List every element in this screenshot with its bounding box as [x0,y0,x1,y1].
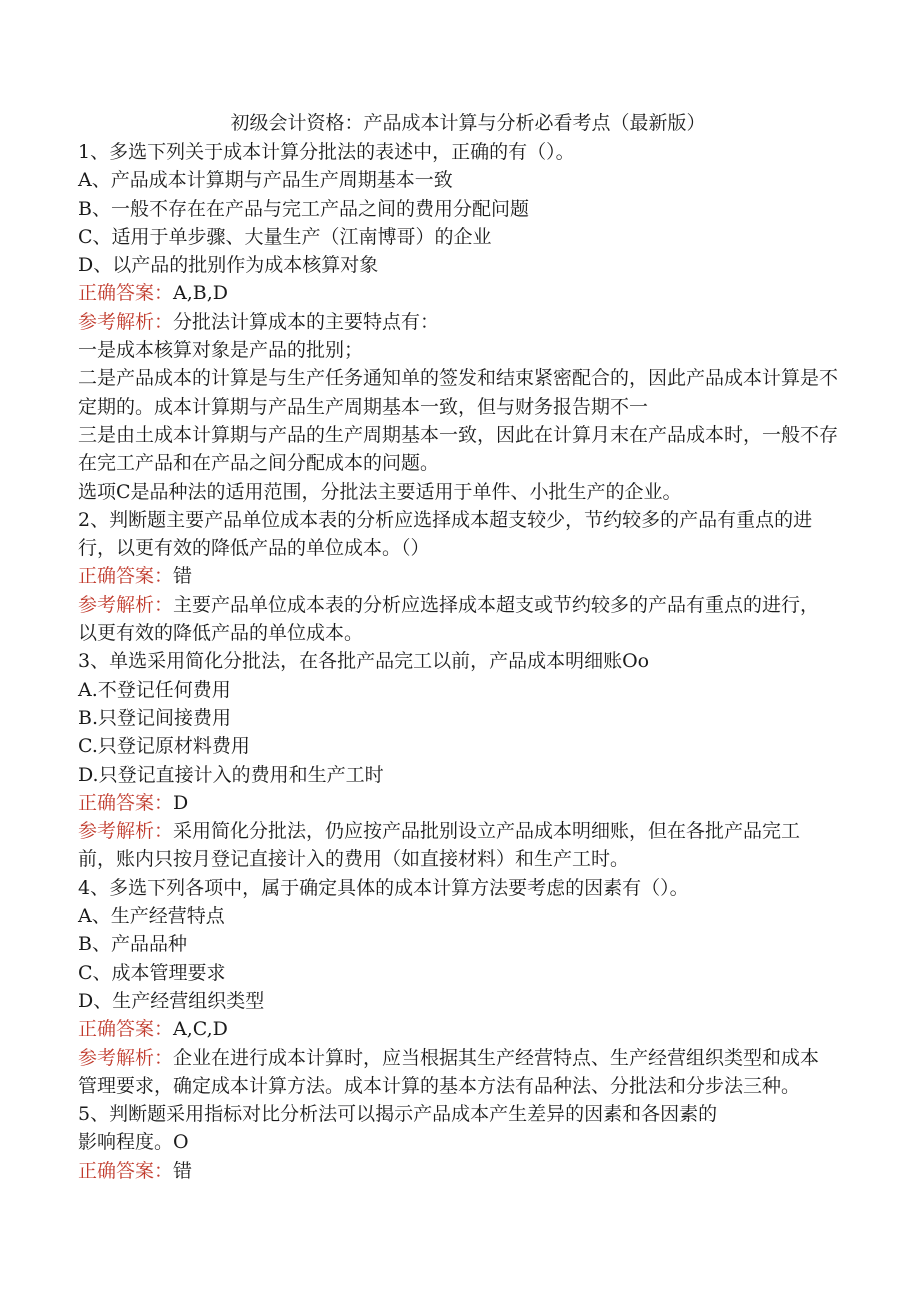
answer-value: 错 [173,565,193,588]
option-d: D、以产品的批别作为成本核算对象 [78,254,379,277]
answer-line [78,279,838,307]
question-4 [78,874,838,1100]
question-3 [78,647,838,873]
analysis-text: 企业在进行成本计算时，应当根据其生产经营特点、生产经营组织类型和成本管理要求，确定成本计算方法。成本计算的基本方法有品种法、分批法和分步法三种。 [78,1046,820,1097]
question-stem: 4、多选下列各项中，属于确定具体的成本计算方法要考虑的因素有（）。 [78,876,689,899]
option-a: A、产品成本计算期与产品生产周期基本一致 [78,169,453,192]
option-d: D、生产经营组织类型 [78,989,265,1012]
option-b: B、一般不存在在产品与完工产品之间的费用分配问题 [78,197,529,220]
answer-line [78,1015,838,1043]
question-stem: 5、判断题采用指标对比分析法可以揭示产品成本产生差异的因素和各因素的 [78,1103,718,1126]
option-c: C、适用于单步骤、大量生产（江南博哥）的企业 [78,225,492,248]
analysis-line [78,308,838,336]
answer-value: 错 [173,1159,193,1182]
question-stem-continued: 影响程度。O [78,1131,189,1154]
answer-value: D [173,791,189,814]
analysis-text: 采用简化分批法，仍应按产品批别设立产品成本明细账，但在各批产品完工前，账内只按月登记直接计入的费用（如直接材料）和生产工时。 [78,820,801,871]
analysis-text: 主要产品单位成本表的分析应选择成本超支或节约较多的产品有重点的进行，以更有效的降低产品的单位成本。 [78,593,820,645]
question-stem: 2、判断题主要产品单位成本表的分析应选择成本超支较少，节约较多的产品有重点的进行，以更有效的降低产品的单位成本。（） [78,508,813,560]
analysis-point: 三是由土成本计算期与产品的生产周期基本一致，因此在计算月末在产品成本时，一般不存在完工产品和在产品之间分配成本的问题。 [78,423,839,475]
answer-line [78,1157,838,1185]
analysis-point: 选项C是品种法的适用范围，分批法主要适用于单件、小批生产的企业。 [78,480,682,503]
document-page [78,108,838,1185]
answer-label: 正确答案： [78,1159,174,1182]
answer-label: 正确答案： [78,791,174,814]
answer-line [78,562,838,590]
option-b: B.只登记间接费用 [78,706,232,729]
answer-value: A,C,D [173,1018,228,1041]
analysis-line [78,591,838,648]
question-stem: 1、多选下列关于成本计算分批法的表述中，正确的有（）。 [78,141,575,163]
analysis-text: 分批法计算成本的主要特点有： [173,310,440,333]
option-c: C、成本管理要求 [78,961,226,984]
option-a: A、生产经营特点 [78,905,225,928]
analysis-label: 参考解析： [78,593,174,616]
answer-label: 正确答案： [78,282,174,305]
answer-label: 正确答案： [78,1018,174,1041]
question-stem: 3、单选采用简化分批法，在各批产品完工以前，产品成本明细账Oo [78,650,650,673]
question-5 [78,1100,838,1185]
document-title: 初级会计资格：产品成本计算与分析必看考点（最新版） [230,112,706,134]
analysis-label: 参考解析： [78,1046,174,1069]
analysis-label: 参考解析： [78,820,174,843]
analysis-line [78,1044,838,1101]
question-1 [78,138,838,506]
analysis-point: 一是成本核算对象是产品的批别； [78,339,364,362]
analysis-line [78,817,838,874]
option-d: D.只登记直接计入的费用和生产工时 [78,763,384,786]
analysis-label: 参考解析： [78,310,174,333]
option-b: B、产品品种 [78,933,187,956]
question-2 [78,506,838,647]
analysis-point: 二是产品成本的计算是与生产任务通知单的签发和结束紧密配合的，因此产品成本计算是不定期的。成本计算期与产品生产周期基本一致，但与财务报告期不一 [78,367,839,418]
option-c: C.只登记原材料费用 [78,735,250,758]
answer-line [78,789,838,817]
answer-value: A,B,D [173,282,229,305]
answer-label: 正确答案： [78,565,174,588]
option-a: A.不登记任何费用 [78,678,231,701]
